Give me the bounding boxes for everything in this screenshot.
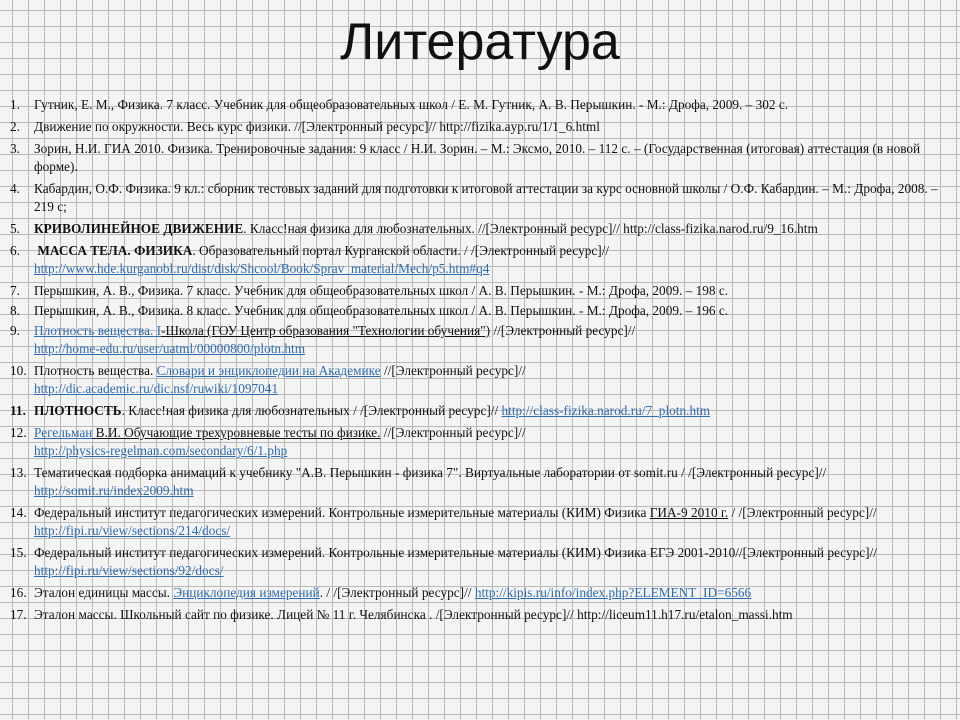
item-number: 12. <box>10 425 27 440</box>
reference-text: Федеральный институт педагогических измерений. Контрольные измерительные материалы (КИМ) Физика <box>34 505 650 520</box>
reference-text: Эталон массы. Школьный сайт по физике. Лицей № 11 г. Челябинска . /[Электронный ресурс]// http://liceum11.h17.ru/etalon_massi.htm <box>34 607 793 622</box>
reference-link[interactable]: http://physics-regelman.com/secondary/6/1.php <box>34 443 288 458</box>
reference-link[interactable]: http://kipis.ru/info/index.php?ELEMENT_ID=6566 <box>474 585 752 600</box>
reference-text: / /[Электронный ресурс]// <box>728 505 877 520</box>
reference-link[interactable]: http://fipi.ru/view/sections/214/docs/ <box>34 523 231 538</box>
reference-list <box>10 96 940 628</box>
item-number: 17. <box>10 607 27 622</box>
reference-text: Федеральный институт педагогических измерений. Контрольные измерительные материалы (КИМ) Физика ЕГЭ 2001-2010//[Электронный ресурс]// <box>34 545 877 560</box>
reference-text: Движение по окружности. Весь курс физики. //[Электронный ресурс]// http://fizika.ayp.ru/1/1_6.html <box>34 119 600 134</box>
slide-title: Литература <box>340 13 620 71</box>
list-item <box>10 302 940 320</box>
reference-bold-title: МАССА ТЕЛА. ФИЗИКА <box>37 243 193 258</box>
list-item <box>10 606 940 624</box>
item-number: 16. <box>10 585 27 600</box>
item-number: 2. <box>10 119 20 134</box>
list-item <box>10 220 940 238</box>
reference-link[interactable]: http://fipi.ru/view/sections/92/docs/ <box>34 563 224 578</box>
item-number: 6. <box>10 243 20 258</box>
item-number: 3. <box>10 141 20 156</box>
reference-text: Перышкин, А. В., Физика. 7 класс. Учебник для общеобразовательных школ / А. В. Перышкин. - М.: Дрофа, 2009. – 198 с. <box>34 283 729 298</box>
list-item <box>10 544 940 580</box>
reference-link[interactable]: http://www.hde.kurganobl.ru/dist/disk/Shcool/Book/Sprav_material/Mech/p5.htm#q4 <box>34 261 490 276</box>
reference-bold-title: КРИВОЛИНЕЙНОЕ ДВИЖЕНИЕ <box>34 221 244 236</box>
item-number: 7. <box>10 283 20 298</box>
item-number: 10. <box>10 363 27 378</box>
list-item <box>10 322 940 358</box>
list-item <box>10 282 940 300</box>
reference-link[interactable]: Плотность вещества. I <box>34 323 162 338</box>
reference-link[interactable]: Энциклопедия измерений <box>173 585 320 600</box>
item-number: 9. <box>10 323 20 338</box>
list-item <box>10 464 940 500</box>
reference-link[interactable]: Регельман <box>34 425 93 440</box>
reference-link[interactable]: Словари и энциклопедии на Академике <box>156 363 381 378</box>
list-item <box>10 118 940 136</box>
list-item <box>10 96 940 114</box>
reference-link[interactable]: http://dic.academic.ru/dic.nsf/ruwiki/1097041 <box>34 381 279 396</box>
list-item <box>10 362 940 398</box>
list-item <box>10 140 940 176</box>
list-item <box>10 584 940 602</box>
reference-text: Гутник, Е. М., Физика. 7 класс. Учебник для общеобразовательных школ / Е. М. Гутник, А. В. Перышкин. - М.: Дрофа, 2009. – 302 с. <box>34 97 789 112</box>
item-number: 8. <box>10 303 20 318</box>
reference-text: Кабардин, О.Ф. Физика. 9 кл.: сборник тестовых заданий для подготовки к итоговой аттестации за курс основной школы / О.Ф. Кабардин. – М.: Дрофа, 2008. – 219 с; <box>34 181 938 214</box>
reference-text: В.И. Обучающие трехуровневые тесты по физике. <box>92 425 381 440</box>
reference-text: //[Электронный ресурс]// <box>380 363 526 378</box>
item-number: 15. <box>10 545 27 560</box>
item-number: 4. <box>10 181 20 196</box>
list-item <box>10 180 940 216</box>
reference-text: . Класс!ная физика для любознательных. //[Электронный ресурс]// http://class-fizika.narod.ru/9_16.htm <box>243 221 818 236</box>
item-number: 14. <box>10 505 27 520</box>
item-number: 5. <box>10 221 20 236</box>
item-number: 11. <box>10 403 26 418</box>
item-number: 1. <box>10 97 20 112</box>
reference-text: //[Электронный ресурс]// <box>490 323 636 338</box>
reference-text: Перышкин, А. В., Физика. 8 класс. Учебник для общеобразовательных школ / А. В. Перышкин. - М.: Дрофа, 2009. – 196 с. <box>34 303 729 318</box>
reference-bold-title: ПЛОТНОСТЬ <box>34 403 122 418</box>
reference-text: . Класс!ная физика для любознательных / /[Электронный ресурс]// <box>121 403 499 418</box>
reference-text: Зорин, Н.И. ГИА 2010. Физика. Тренировочные задания: 9 класс / Н.И. Зорин. – М.: Эксмо, 2010. – 112 с. – (Государственная (итоговая) аттестация (в новой форме). <box>34 141 921 174</box>
list-item <box>10 504 940 540</box>
reference-link[interactable]: http://home-edu.ru/user/uatml/00000800/plotn.htm <box>34 341 306 356</box>
reference-text: . Образовательный портал Курганской области. / /[Электронный ресурс]// <box>192 243 610 258</box>
reference-text: //[Электронный ресурс]// <box>380 425 526 440</box>
reference-link[interactable]: http://class-fizika.narod.ru/7_plotn.htm <box>501 403 711 418</box>
reference-text: -Школа (ГОУ Центр образования "Технологии обучения") <box>161 323 491 338</box>
list-item <box>10 402 940 420</box>
reference-text: Плотность вещества. <box>34 363 157 378</box>
reference-link[interactable]: http://somit.ru/index2009.htm <box>34 483 194 498</box>
list-item <box>10 242 940 278</box>
list-item <box>10 424 940 460</box>
reference-text: Тематическая подборка анимаций к учебнику "А.В. Перышкин - физика 7". Виртуальные лаборатории от somit.ru / /[Электронный ресурс]// <box>34 465 827 480</box>
reference-text: . / /[Электронный ресурс]// <box>319 585 472 600</box>
reference-text: Эталон единицы массы. <box>34 585 174 600</box>
item-number: 13. <box>10 465 27 480</box>
reference-text: ГИА-9 2010 г. <box>649 505 729 520</box>
